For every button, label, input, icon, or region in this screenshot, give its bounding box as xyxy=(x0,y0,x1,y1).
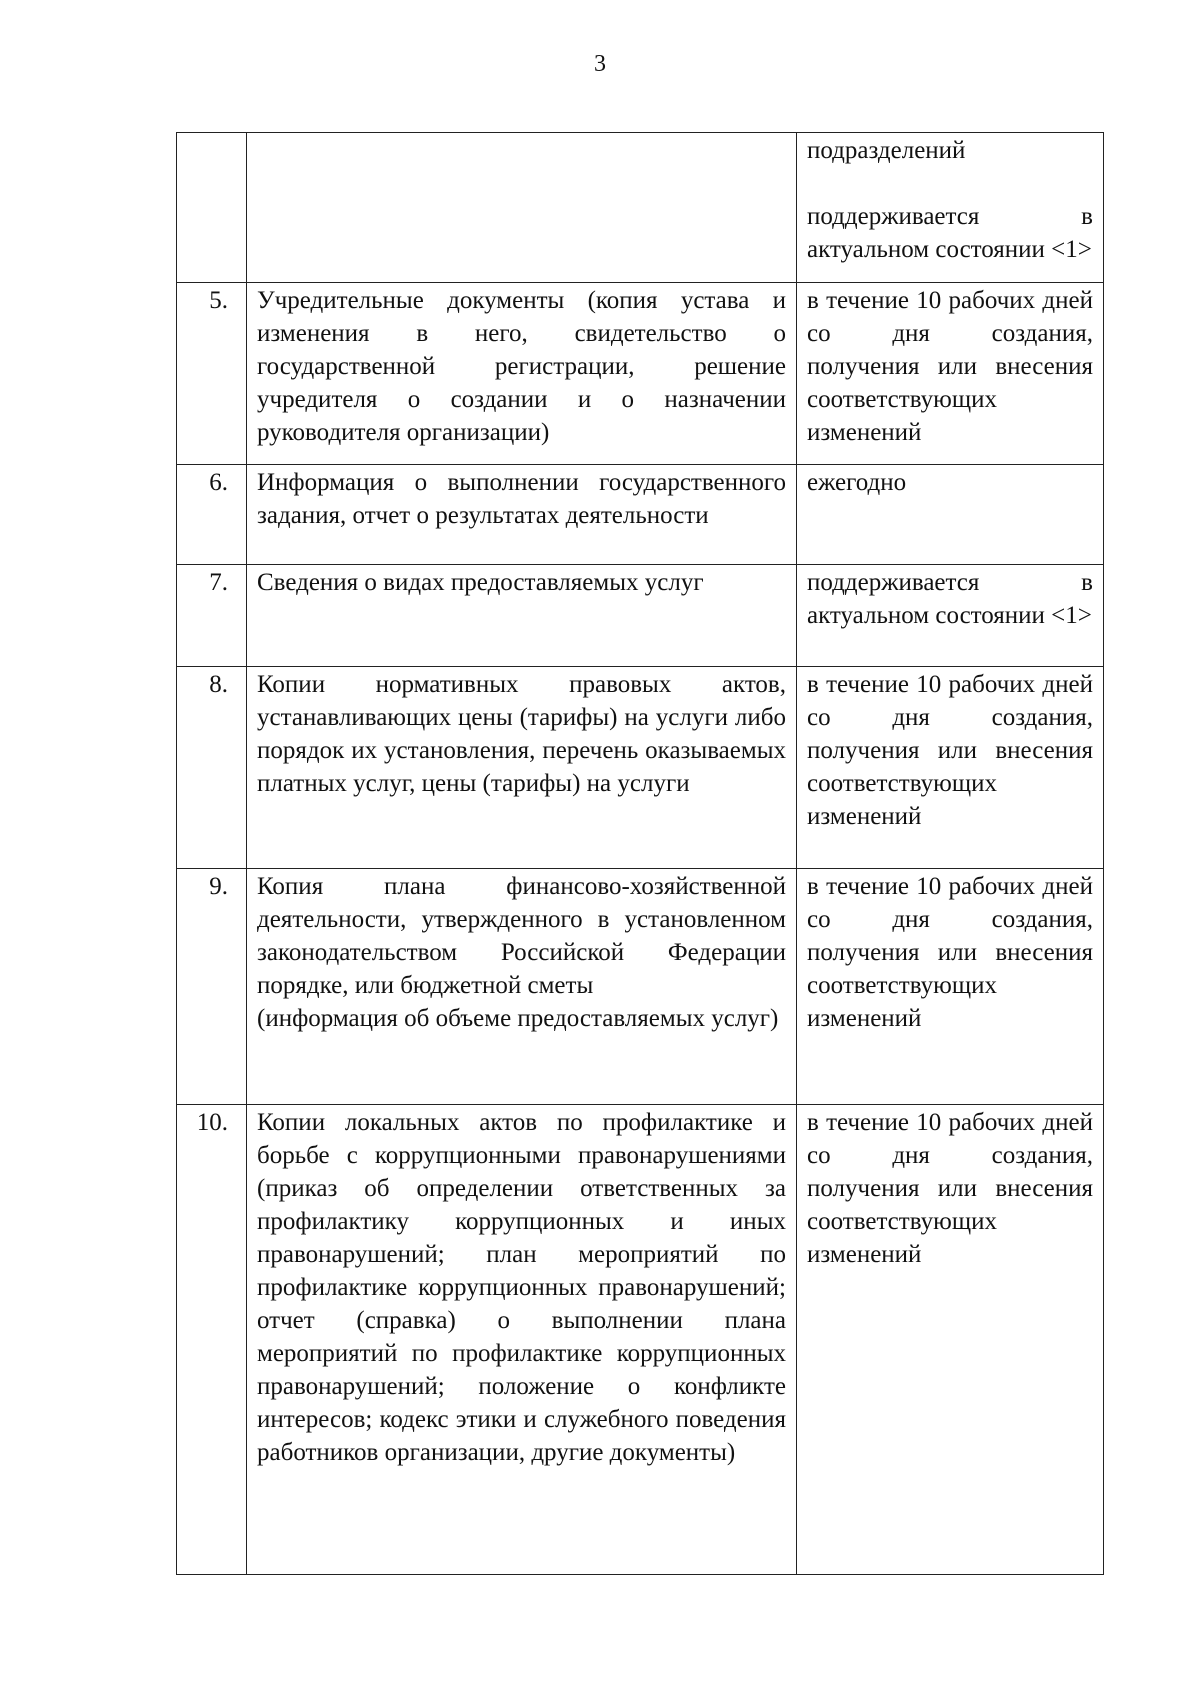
row-description xyxy=(247,465,797,565)
row-description xyxy=(247,1105,797,1575)
row-description xyxy=(247,869,797,1105)
table-row xyxy=(177,465,1104,565)
row-description xyxy=(247,667,797,869)
deadline-text: ежегодно xyxy=(807,469,907,496)
page-number: 3 xyxy=(594,51,606,77)
table-row xyxy=(177,1105,1104,1575)
row-number: 6. xyxy=(177,465,247,565)
row-deadline xyxy=(797,465,1104,565)
row-description xyxy=(247,565,797,667)
row-number xyxy=(177,133,247,283)
information-table xyxy=(176,132,1104,1575)
row-number: 5. xyxy=(177,283,247,465)
deadline-spacer xyxy=(807,167,1093,200)
deadline-text: поддерживается в актуальном состоянии <1> xyxy=(807,569,1093,629)
row-deadline xyxy=(797,869,1104,1105)
description-text: Копии локальных актов по профилактике и борьбе с коррупционными правонарушениями (приказ об определении ответственных за профилактику коррупционных и иных правонарушений; план мероприятий по профилактике коррупционных правонарушений; отчет (справка) о выполнении плана мероприятий по профилактике коррупционных правонарушений; положение о конфликте интересов; кодекс этики и служебного поведения работников организации, другие документы) xyxy=(257,1109,786,1466)
row-description xyxy=(247,133,797,283)
row-number: 10. xyxy=(177,1105,247,1575)
table-row xyxy=(177,565,1104,667)
deadline-text: поддерживается в актуальном состоянии <1> xyxy=(807,203,1093,263)
deadline-text: в течение 10 рабочих дней со дня создания, получения или внесения соответствующих изменений xyxy=(807,1109,1093,1268)
description-text: Копия плана финансово-хозяйственной деятельности, утвержденного в установленном законодательством Российской Федерации порядке, или бюджетной сметы xyxy=(257,873,786,999)
row-number: 9. xyxy=(177,869,247,1105)
table-row xyxy=(177,667,1104,869)
deadline-text: подразделений xyxy=(807,137,966,164)
table-row xyxy=(177,869,1104,1105)
row-description xyxy=(247,283,797,465)
table-row xyxy=(177,133,1104,283)
row-deadline xyxy=(797,283,1104,465)
description-text: Учредительные документы (копия устава и изменения в него, свидетельство о государственной регистрации, решение учредителя о создании и о назначении руководителя организации) xyxy=(257,287,786,446)
description-text: Сведения о видах предоставляемых услуг xyxy=(257,569,704,596)
row-deadline xyxy=(797,133,1104,283)
row-deadline xyxy=(797,1105,1104,1575)
deadline-text: в течение 10 рабочих дней со дня создания, получения или внесения соответствующих изменений xyxy=(807,873,1093,1032)
deadline-text: в течение 10 рабочих дней со дня создания, получения или внесения соответствующих изменений xyxy=(807,671,1093,830)
description-text: (информация об объеме предоставляемых услуг) xyxy=(257,1005,779,1032)
row-deadline xyxy=(797,565,1104,667)
row-number: 7. xyxy=(177,565,247,667)
row-number: 8. xyxy=(177,667,247,869)
table-row xyxy=(177,283,1104,465)
row-deadline xyxy=(797,667,1104,869)
description-text: Информация о выполнении государственного задания, отчет о результатах деятельности xyxy=(257,469,786,529)
description-text: Копии нормативных правовых актов, устанавливающих цены (тарифы) на услуги либо порядок их установления, перечень оказываемых платных услуг, цены (тарифы) на услуги xyxy=(257,671,786,797)
deadline-text: в течение 10 рабочих дней со дня создания, получения или внесения соответствующих изменений xyxy=(807,287,1093,446)
